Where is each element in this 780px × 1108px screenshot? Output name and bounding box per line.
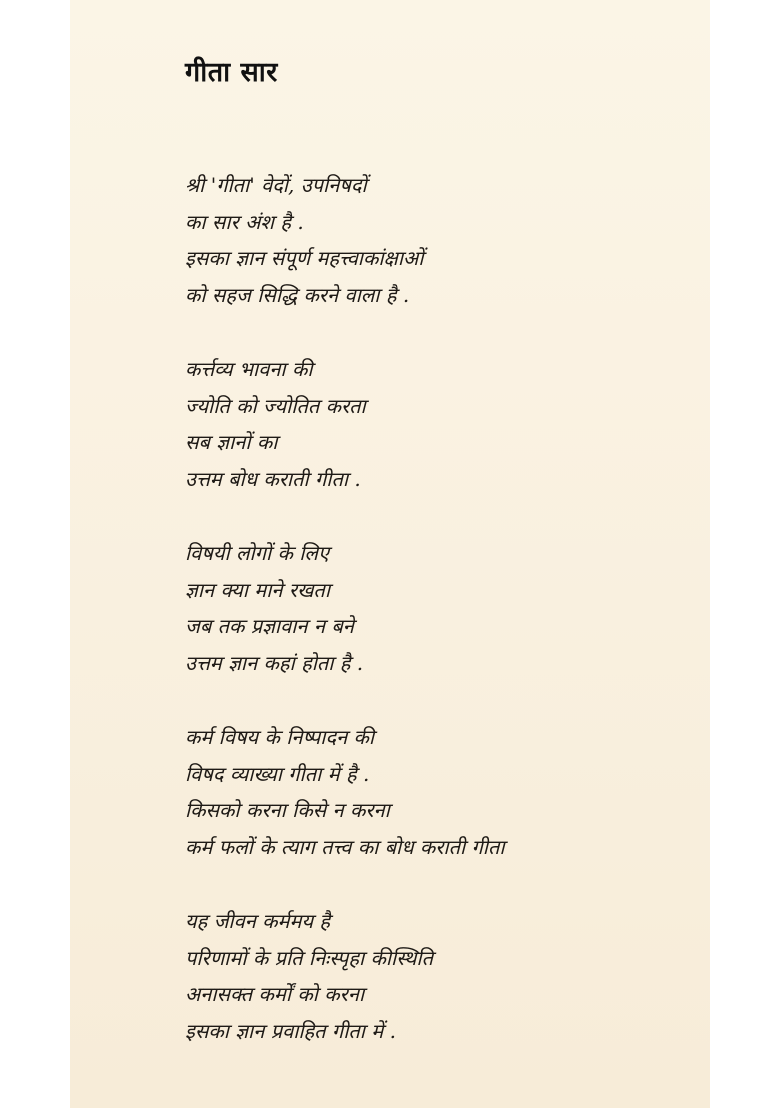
stanza-5 <box>185 903 685 1049</box>
poem-line: श्री 'गीता' वेदों, उपनिषदों <box>185 173 367 197</box>
poem-line: उत्तम ज्ञान कहां होता है . <box>185 650 364 675</box>
stanza-1 <box>185 167 685 313</box>
poem-line: सब ज्ञानों का <box>185 430 278 454</box>
poem-line: किसको करना किसे न करना <box>185 798 390 822</box>
poem-line: का सार अंश है . <box>185 209 304 234</box>
stanza-4 <box>185 719 685 865</box>
poem-line: इसका ज्ञान प्रवाहित गीता में . <box>185 1018 396 1043</box>
poem-line: उत्तम बोध कराती गीता . <box>185 466 361 491</box>
poem-line: परिणामों के प्रति निःस्पृहा कीस्थिति <box>185 945 433 970</box>
poem-line: अनासक्त कर्मों को करना <box>185 982 365 1006</box>
poem-line: कर्त्तव्य भावना की <box>185 357 313 381</box>
poem-line: विषयी लोगों के लिए <box>185 541 330 565</box>
poem-line: ज्योति को ज्योतित करता <box>185 393 366 418</box>
poem-line: कर्म विषय के निष्पादन की <box>185 725 375 749</box>
poem-line: को सहज सिद्धि करने वाला है . <box>185 282 410 307</box>
stanza-3 <box>185 535 685 681</box>
poem-line: कर्म फलों के त्याग तत्त्व का बोध कराती गीता <box>185 834 505 859</box>
poem-line: जब तक प्रज्ञावान न बने <box>185 614 354 638</box>
stanza-2 <box>185 351 685 497</box>
poem-line: ज्ञान क्या माने रखता <box>185 577 331 602</box>
page-title: गीता सार <box>185 57 278 88</box>
poem-line: इसका ज्ञान संपूर्ण महत्त्वाकांक्षाओं <box>185 246 424 270</box>
poem <box>185 167 685 1087</box>
book-page <box>70 0 710 1108</box>
poem-line: यह जीवन कर्ममय है <box>185 909 331 933</box>
poem-line: विषद व्याख्या गीता में है . <box>185 761 370 786</box>
